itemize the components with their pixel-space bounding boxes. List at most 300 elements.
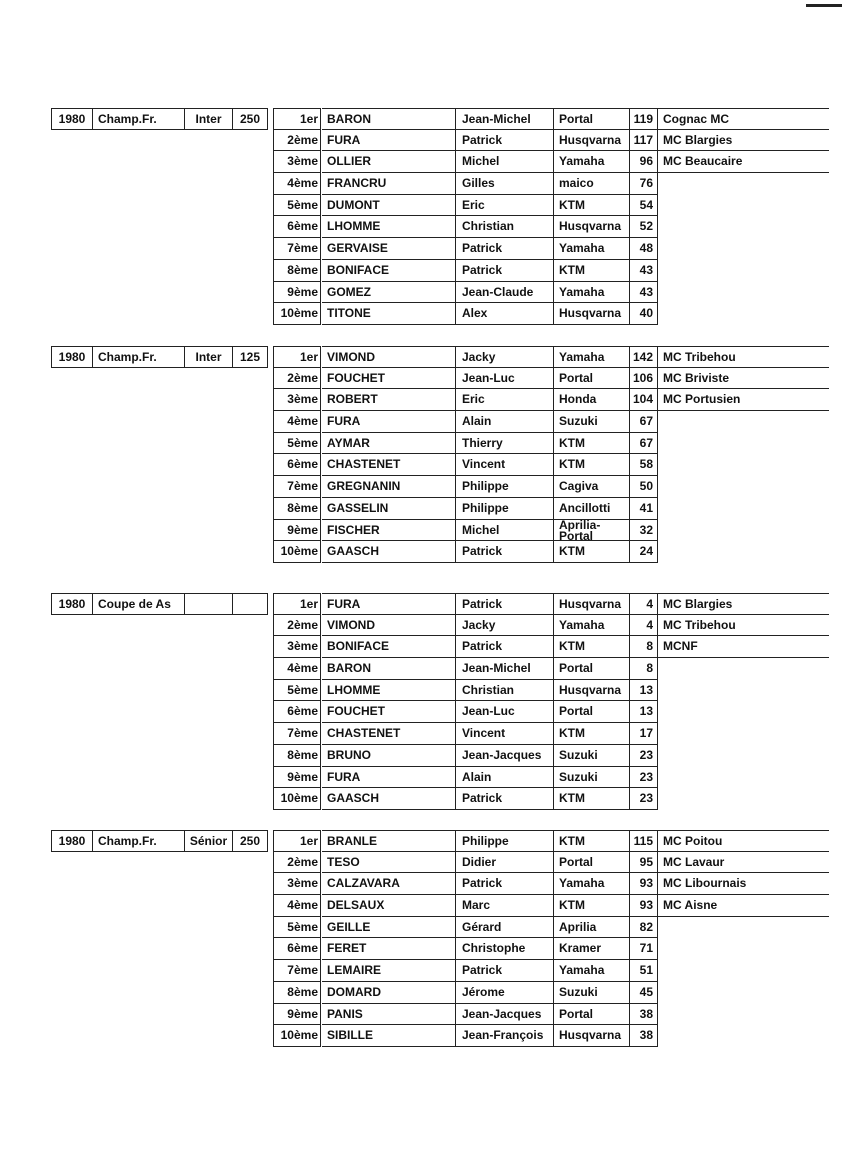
points-cell: 95: [630, 852, 658, 874]
rank-cell: 7ème: [273, 238, 321, 260]
table-row: [51, 852, 829, 874]
table-row: [51, 368, 829, 390]
firstname-cell: Patrick: [456, 636, 554, 658]
motorcycle-cell: Husqvarna: [554, 303, 630, 325]
scan-mark: [806, 4, 842, 7]
table-row: [51, 982, 829, 1004]
surname-cell: FURA: [322, 593, 456, 615]
points-cell: 142: [630, 346, 658, 368]
points-cell: 106: [630, 368, 658, 390]
points-cell: 54: [630, 195, 658, 217]
club-cell: [658, 520, 829, 542]
firstname-cell: Patrick: [456, 788, 554, 810]
firstname-cell: Patrick: [456, 541, 554, 563]
table-row: [51, 767, 829, 789]
firstname-cell: Philippe: [456, 476, 554, 498]
rank-cell: 4ème: [273, 658, 321, 680]
firstname-cell: Marc: [456, 895, 554, 917]
club-cell: [658, 260, 829, 282]
motorcycle-cell: Yamaha: [554, 151, 630, 173]
firstname-cell: Jean-Luc: [456, 368, 554, 390]
surname-cell: TESO: [322, 852, 456, 874]
points-cell: 93: [630, 895, 658, 917]
surname-cell: GOMEZ: [322, 282, 456, 304]
points-cell: 48: [630, 238, 658, 260]
surname-cell: FURA: [322, 130, 456, 152]
surname-cell: FURA: [322, 767, 456, 789]
rank-cell: 8ème: [273, 260, 321, 282]
surname-cell: LEMAIRE: [322, 960, 456, 982]
rank-cell: 10ème: [273, 541, 321, 563]
motorcycle-cell: Yamaha: [554, 238, 630, 260]
firstname-cell: Jean-François: [456, 1025, 554, 1047]
results-table: [51, 346, 829, 563]
table-row: [51, 173, 829, 195]
motorcycle-cell: Yamaha: [554, 960, 630, 982]
surname-cell: DUMONT: [322, 195, 456, 217]
motorcycle-cell: Honda: [554, 389, 630, 411]
points-cell: 51: [630, 960, 658, 982]
club-cell: MC Aisne: [658, 895, 829, 917]
displacement-cell: 250: [232, 830, 268, 852]
rank-cell: 5ème: [273, 195, 321, 217]
surname-cell: BRANLE: [322, 830, 456, 852]
table-row: [51, 433, 829, 455]
table-row: [51, 151, 829, 173]
rank-cell: 1er: [273, 830, 321, 852]
club-cell: MC Lavaur: [658, 852, 829, 874]
table-row: [51, 615, 829, 637]
rank-cell: 2ème: [273, 368, 321, 390]
table-row: [51, 658, 829, 680]
firstname-cell: Christophe: [456, 938, 554, 960]
rank-cell: 7ème: [273, 476, 321, 498]
table-row: [51, 938, 829, 960]
rank-cell: 5ème: [273, 680, 321, 702]
club-cell: [658, 541, 829, 563]
rank-cell: 9ème: [273, 1004, 321, 1026]
club-cell: MC Blargies: [658, 130, 829, 152]
firstname-cell: Alex: [456, 303, 554, 325]
year-cell: 1980: [51, 108, 92, 130]
club-cell: [658, 658, 829, 680]
rank-cell: 8ème: [273, 745, 321, 767]
club-cell: MC Blargies: [658, 593, 829, 615]
motorcycle-cell: Husqvarna: [554, 1025, 630, 1047]
results-table: [51, 830, 829, 1047]
firstname-cell: Christian: [456, 216, 554, 238]
firstname-cell: Michel: [456, 520, 554, 542]
year-cell: 1980: [51, 593, 92, 615]
motorcycle-cell: KTM: [554, 895, 630, 917]
club-cell: [658, 282, 829, 304]
surname-cell: GERVAISE: [322, 238, 456, 260]
rank-cell: 3ème: [273, 873, 321, 895]
surname-cell: BONIFACE: [322, 636, 456, 658]
rank-cell: 3ème: [273, 636, 321, 658]
club-cell: Cognac MC: [658, 108, 829, 130]
year-cell: 1980: [51, 346, 92, 368]
rank-cell: 6ème: [273, 701, 321, 723]
firstname-cell: Patrick: [456, 960, 554, 982]
displacement-cell: 125: [232, 346, 268, 368]
club-cell: [658, 216, 829, 238]
category-cell: Inter: [184, 346, 232, 368]
points-cell: 32: [630, 520, 658, 542]
rank-cell: 2ème: [273, 852, 321, 874]
surname-cell: CHASTENET: [322, 454, 456, 476]
motorcycle-cell: Cagiva: [554, 476, 630, 498]
points-cell: 43: [630, 260, 658, 282]
firstname-cell: Jérome: [456, 982, 554, 1004]
motorcycle-cell: Husqvarna: [554, 130, 630, 152]
motorcycle-cell: KTM: [554, 636, 630, 658]
firstname-cell: Jacky: [456, 346, 554, 368]
motorcycle-cell: Portal: [554, 658, 630, 680]
points-cell: 71: [630, 938, 658, 960]
rank-cell: 8ème: [273, 982, 321, 1004]
club-cell: MC Tribehou: [658, 615, 829, 637]
club-cell: MC Beaucaire: [658, 151, 829, 173]
points-cell: 50: [630, 476, 658, 498]
surname-cell: LHOMME: [322, 680, 456, 702]
firstname-cell: Alain: [456, 767, 554, 789]
points-cell: 8: [630, 636, 658, 658]
rank-cell: 1er: [273, 346, 321, 368]
points-cell: 67: [630, 433, 658, 455]
firstname-cell: Philippe: [456, 830, 554, 852]
points-cell: 93: [630, 873, 658, 895]
motorcycle-cell: Husqvarna: [554, 216, 630, 238]
firstname-cell: Didier: [456, 852, 554, 874]
surname-cell: BRUNO: [322, 745, 456, 767]
firstname-cell: Christian: [456, 680, 554, 702]
table-row: [51, 593, 829, 615]
table-row: [51, 195, 829, 217]
motorcycle-cell: Husqvarna: [554, 680, 630, 702]
rank-cell: 9ème: [273, 767, 321, 789]
motorcycle-cell: Yamaha: [554, 873, 630, 895]
points-cell: 23: [630, 767, 658, 789]
club-cell: MC Briviste: [658, 368, 829, 390]
firstname-cell: Jean-Luc: [456, 701, 554, 723]
table-row: [51, 130, 829, 152]
club-cell: [658, 498, 829, 520]
firstname-cell: Jean-Claude: [456, 282, 554, 304]
firstname-cell: Jacky: [456, 615, 554, 637]
points-cell: 82: [630, 917, 658, 939]
club-cell: [658, 767, 829, 789]
table-row: [51, 282, 829, 304]
results-table: [51, 108, 829, 325]
surname-cell: BARON: [322, 108, 456, 130]
points-cell: 96: [630, 151, 658, 173]
surname-cell: PANIS: [322, 1004, 456, 1026]
points-cell: 58: [630, 454, 658, 476]
rank-cell: 7ème: [273, 723, 321, 745]
motorcycle-cell: Aprilia- Portal: [554, 520, 630, 542]
motorcycle-cell: KTM: [554, 260, 630, 282]
club-cell: MC Portusien: [658, 389, 829, 411]
club-cell: [658, 680, 829, 702]
table-row: [51, 1025, 829, 1047]
surname-cell: CHASTENET: [322, 723, 456, 745]
rank-cell: 6ème: [273, 454, 321, 476]
points-cell: 76: [630, 173, 658, 195]
firstname-cell: Patrick: [456, 238, 554, 260]
table-row: [51, 636, 829, 658]
points-cell: 4: [630, 593, 658, 615]
firstname-cell: Vincent: [456, 723, 554, 745]
surname-cell: SIBILLE: [322, 1025, 456, 1047]
table-row: [51, 917, 829, 939]
table-row: [51, 745, 829, 767]
firstname-cell: Gérard: [456, 917, 554, 939]
competition-cell: Champ.Fr.: [92, 830, 184, 852]
rank-cell: 10ème: [273, 788, 321, 810]
points-cell: 67: [630, 411, 658, 433]
results-table: [51, 593, 829, 810]
club-cell: MC Libournais: [658, 873, 829, 895]
club-cell: [658, 701, 829, 723]
points-cell: 8: [630, 658, 658, 680]
motorcycle-cell: Portal: [554, 852, 630, 874]
table-row: [51, 216, 829, 238]
points-cell: 115: [630, 830, 658, 852]
table-row: [51, 303, 829, 325]
motorcycle-cell: KTM: [554, 830, 630, 852]
club-cell: [658, 238, 829, 260]
motorcycle-cell: Yamaha: [554, 346, 630, 368]
table-row: [51, 260, 829, 282]
competition-cell: Coupe de As: [92, 593, 184, 615]
table-row: [51, 389, 829, 411]
surname-cell: DOMARD: [322, 982, 456, 1004]
rank-cell: 2ème: [273, 615, 321, 637]
motorcycle-cell: Husqvarna: [554, 593, 630, 615]
club-cell: [658, 723, 829, 745]
rank-cell: 4ème: [273, 173, 321, 195]
motorcycle-cell: Suzuki: [554, 982, 630, 1004]
motorcycle-cell: maico: [554, 173, 630, 195]
surname-cell: TITONE: [322, 303, 456, 325]
motorcycle-cell: Portal: [554, 701, 630, 723]
club-cell: MCNF: [658, 636, 829, 658]
competition-cell: Champ.Fr.: [92, 346, 184, 368]
firstname-cell: Vincent: [456, 454, 554, 476]
table-row: [51, 895, 829, 917]
club-cell: [658, 982, 829, 1004]
firstname-cell: Gilles: [456, 173, 554, 195]
surname-cell: OLLIER: [322, 151, 456, 173]
surname-cell: FISCHER: [322, 520, 456, 542]
club-cell: [658, 173, 829, 195]
firstname-cell: Alain: [456, 411, 554, 433]
surname-cell: ROBERT: [322, 389, 456, 411]
motorcycle-cell: KTM: [554, 723, 630, 745]
table-row: [51, 723, 829, 745]
club-cell: [658, 960, 829, 982]
rank-cell: 3ème: [273, 389, 321, 411]
firstname-cell: Jean-Michel: [456, 658, 554, 680]
motorcycle-cell: KTM: [554, 788, 630, 810]
club-cell: [658, 745, 829, 767]
surname-cell: DELSAUX: [322, 895, 456, 917]
points-cell: 4: [630, 615, 658, 637]
surname-cell: FURA: [322, 411, 456, 433]
table-row: [51, 238, 829, 260]
rank-cell: 8ème: [273, 498, 321, 520]
motorcycle-cell: Kramer: [554, 938, 630, 960]
displacement-cell: [232, 593, 268, 615]
rank-cell: 4ème: [273, 411, 321, 433]
rank-cell: 10ème: [273, 303, 321, 325]
table-row: [51, 346, 829, 368]
firstname-cell: Michel: [456, 151, 554, 173]
points-cell: 17: [630, 723, 658, 745]
motorcycle-cell: KTM: [554, 195, 630, 217]
motorcycle-cell: Suzuki: [554, 767, 630, 789]
surname-cell: GAASCH: [322, 541, 456, 563]
motorcycle-cell: Yamaha: [554, 282, 630, 304]
table-row: [51, 517, 829, 543]
surname-cell: AYMAR: [322, 433, 456, 455]
table-row: [51, 498, 829, 520]
points-cell: 104: [630, 389, 658, 411]
rank-cell: 6ème: [273, 938, 321, 960]
firstname-cell: Jean-Jacques: [456, 745, 554, 767]
category-cell: [184, 593, 232, 615]
points-cell: 119: [630, 108, 658, 130]
rank-cell: 9ème: [273, 520, 321, 542]
points-cell: 43: [630, 282, 658, 304]
club-cell: [658, 917, 829, 939]
motorcycle-cell: Suzuki: [554, 411, 630, 433]
club-cell: [658, 476, 829, 498]
surname-cell: GEILLE: [322, 917, 456, 939]
motorcycle-cell: KTM: [554, 541, 630, 563]
surname-cell: LHOMME: [322, 216, 456, 238]
motorcycle-cell: Yamaha: [554, 615, 630, 637]
surname-cell: CALZAVARA: [322, 873, 456, 895]
surname-cell: VIMOND: [322, 615, 456, 637]
points-cell: 38: [630, 1004, 658, 1026]
club-cell: [658, 411, 829, 433]
points-cell: 24: [630, 541, 658, 563]
motorcycle-cell: Aprilia: [554, 917, 630, 939]
motorcycle-cell: KTM: [554, 454, 630, 476]
surname-cell: GASSELIN: [322, 498, 456, 520]
firstname-cell: Jean-Jacques: [456, 1004, 554, 1026]
surname-cell: FERET: [322, 938, 456, 960]
table-row: [51, 788, 829, 810]
points-cell: 117: [630, 130, 658, 152]
firstname-cell: Patrick: [456, 260, 554, 282]
surname-cell: VIMOND: [322, 346, 456, 368]
table-row: [51, 108, 829, 130]
firstname-cell: Jean-Michel: [456, 108, 554, 130]
surname-cell: FRANCRU: [322, 173, 456, 195]
competition-cell: Champ.Fr.: [92, 108, 184, 130]
firstname-cell: Thierry: [456, 433, 554, 455]
firstname-cell: Philippe: [456, 498, 554, 520]
table-row: [51, 476, 829, 498]
club-cell: [658, 454, 829, 476]
surname-cell: FOUCHET: [322, 368, 456, 390]
rank-cell: 5ème: [273, 433, 321, 455]
year-cell: 1980: [51, 830, 92, 852]
rank-cell: 9ème: [273, 282, 321, 304]
table-row: [51, 411, 829, 433]
surname-cell: FOUCHET: [322, 701, 456, 723]
motorcycle-cell: Portal: [554, 368, 630, 390]
firstname-cell: Patrick: [456, 130, 554, 152]
category-cell: Inter: [184, 108, 232, 130]
rank-cell: 1er: [273, 108, 321, 130]
motorcycle-cell: Portal: [554, 108, 630, 130]
displacement-cell: 250: [232, 108, 268, 130]
table-row: [51, 960, 829, 982]
points-cell: 23: [630, 788, 658, 810]
points-cell: 13: [630, 701, 658, 723]
firstname-cell: Eric: [456, 195, 554, 217]
table-row: [51, 1004, 829, 1026]
surname-cell: BARON: [322, 658, 456, 680]
rank-cell: 4ème: [273, 895, 321, 917]
points-cell: 41: [630, 498, 658, 520]
motorcycle-cell: KTM: [554, 433, 630, 455]
rank-cell: 6ème: [273, 216, 321, 238]
surname-cell: BONIFACE: [322, 260, 456, 282]
rank-cell: 2ème: [273, 130, 321, 152]
surname-cell: GAASCH: [322, 788, 456, 810]
surname-cell: GREGNANIN: [322, 476, 456, 498]
points-cell: 45: [630, 982, 658, 1004]
motorcycle-cell: Ancillotti: [554, 498, 630, 520]
table-row: [51, 454, 829, 476]
points-cell: 23: [630, 745, 658, 767]
club-cell: [658, 195, 829, 217]
table-row: [51, 873, 829, 895]
firstname-cell: Patrick: [456, 873, 554, 895]
table-row: [51, 541, 829, 563]
rank-cell: 10ème: [273, 1025, 321, 1047]
club-cell: [658, 788, 829, 810]
club-cell: MC Poitou: [658, 830, 829, 852]
points-cell: 40: [630, 303, 658, 325]
motorcycle-cell: Suzuki: [554, 745, 630, 767]
motorcycle-cell: Portal: [554, 1004, 630, 1026]
table-row: [51, 680, 829, 702]
club-cell: [658, 1025, 829, 1047]
rank-cell: 1er: [273, 593, 321, 615]
table-row: [51, 701, 829, 723]
club-cell: [658, 938, 829, 960]
points-cell: 13: [630, 680, 658, 702]
points-cell: 52: [630, 216, 658, 238]
club-cell: [658, 303, 829, 325]
club-cell: [658, 1004, 829, 1026]
club-cell: [658, 433, 829, 455]
club-cell: MC Tribehou: [658, 346, 829, 368]
firstname-cell: Eric: [456, 389, 554, 411]
firstname-cell: Patrick: [456, 593, 554, 615]
rank-cell: 5ème: [273, 917, 321, 939]
rank-cell: 7ème: [273, 960, 321, 982]
table-row: [51, 830, 829, 852]
points-cell: 38: [630, 1025, 658, 1047]
category-cell: Sénior: [184, 830, 232, 852]
